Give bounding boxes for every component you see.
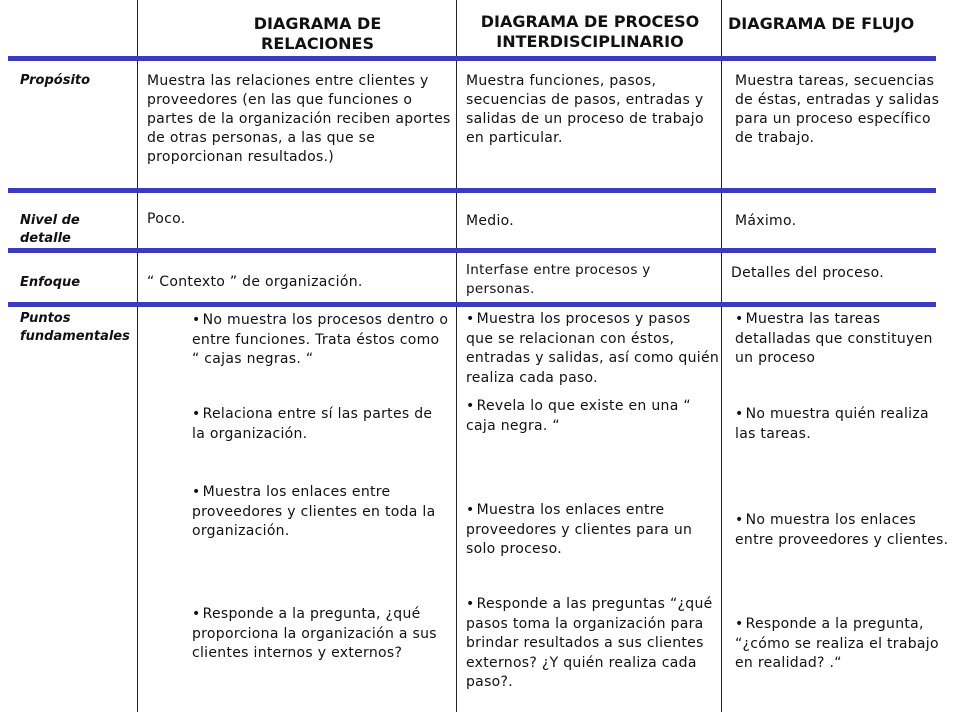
column-divider-1 xyxy=(137,0,138,712)
punto-relaciones-1: • No muestra los procesos dentro o entre funciones. Trata éstos como “ cajas negras. “ xyxy=(192,312,449,367)
punto-proceso-4: • Responde a las preguntas “¿qué pasos toma la organización para brindar resultados a sus clientes externos? ¿Y quién realiza cada paso?. xyxy=(466,596,713,690)
punto-relaciones-3: • Muestra los enlaces entre proveedores y clientes en toda la organización. xyxy=(192,484,436,539)
punto-flujo-3: • No muestra los enlaces entre proveedores y clientes. xyxy=(735,512,949,548)
punto-proceso-2: • Revela lo que existe en una “ caja negra. “ xyxy=(466,398,691,434)
enfoque-relaciones: “ Contexto ” de organización. xyxy=(147,274,363,290)
bullet-icon: • xyxy=(192,312,201,328)
enfoque-flujo: Detalles del proceso. xyxy=(731,265,885,281)
bullet-icon: • xyxy=(192,606,201,622)
bullet-icon: • xyxy=(466,311,475,327)
proposito-proceso: Muestra funciones, pasos, secuencias de pasos, entradas y salidas de un proceso de trabajo en particular. xyxy=(466,73,704,146)
bullet-icon: • xyxy=(466,398,475,414)
punto-flujo-4: • Responde a la pregunta, “¿cómo se realiza el trabajo en realidad? .“ xyxy=(735,616,939,671)
bullet-icon: • xyxy=(735,512,744,528)
punto-proceso-1: • Muestra los procesos y pasos que se relacionan con éstos, entradas y salidas, así como quién realiza cada paso. xyxy=(466,311,720,386)
bullet-icon: • xyxy=(192,484,201,500)
row-divider-proposito xyxy=(8,188,936,193)
nivel-proceso: Medio. xyxy=(466,213,515,229)
row-divider-enfoque xyxy=(8,302,936,307)
header-diagrama-flujo: DIAGRAMA DE FLUJO xyxy=(728,14,915,33)
column-divider-3 xyxy=(721,0,722,712)
bullet-icon: • xyxy=(466,502,475,518)
header-diagrama-proceso: DIAGRAMA DE PROCESO INTERDISCIPLINARIO xyxy=(480,12,700,51)
row-label-nivel-detalle: Nivel de detalle xyxy=(20,213,80,246)
nivel-flujo: Máximo. xyxy=(735,213,797,229)
punto-flujo-2: • No muestra quién realiza las tareas. xyxy=(735,406,929,442)
row-divider-nivel xyxy=(8,248,936,253)
enfoque-proceso: Interfase entre procesos y personas. xyxy=(466,262,651,297)
nivel-relaciones: Poco. xyxy=(147,211,186,227)
bullet-icon: • xyxy=(466,596,475,612)
proposito-flujo: Muestra tareas, secuencias de éstas, entradas y salidas para un proceso específico de trabajo. xyxy=(735,73,940,146)
header-diagrama-relaciones: DIAGRAMA DE RELACIONES xyxy=(253,14,382,53)
column-divider-2 xyxy=(456,0,457,712)
row-label-puntos-fundamentales: Puntos fundamentales xyxy=(20,311,130,344)
proposito-relaciones: Muestra las relaciones entre clientes y proveedores (en las que funciones o partes de la organización reciben aportes de otras personas, a las que se proporcionan resultados.) xyxy=(147,73,451,165)
punto-relaciones-2: • Relaciona entre sí las partes de la organización. xyxy=(192,406,433,442)
row-label-proposito: Propósito xyxy=(20,73,91,88)
punto-flujo-1: • Muestra las tareas detalladas que constituyen un proceso xyxy=(735,311,933,366)
bullet-icon: • xyxy=(735,311,744,327)
punto-relaciones-4: • Responde a la pregunta, ¿qué proporciona la organización a sus clientes internos y externos? xyxy=(192,606,437,661)
bullet-icon: • xyxy=(735,406,744,422)
bullet-icon: • xyxy=(735,616,744,632)
bullet-icon: • xyxy=(192,406,201,422)
punto-proceso-3: • Muestra los enlaces entre proveedores y clientes para un solo proceso. xyxy=(466,502,693,557)
row-label-enfoque: Enfoque xyxy=(20,275,81,290)
row-divider-header xyxy=(8,56,936,61)
